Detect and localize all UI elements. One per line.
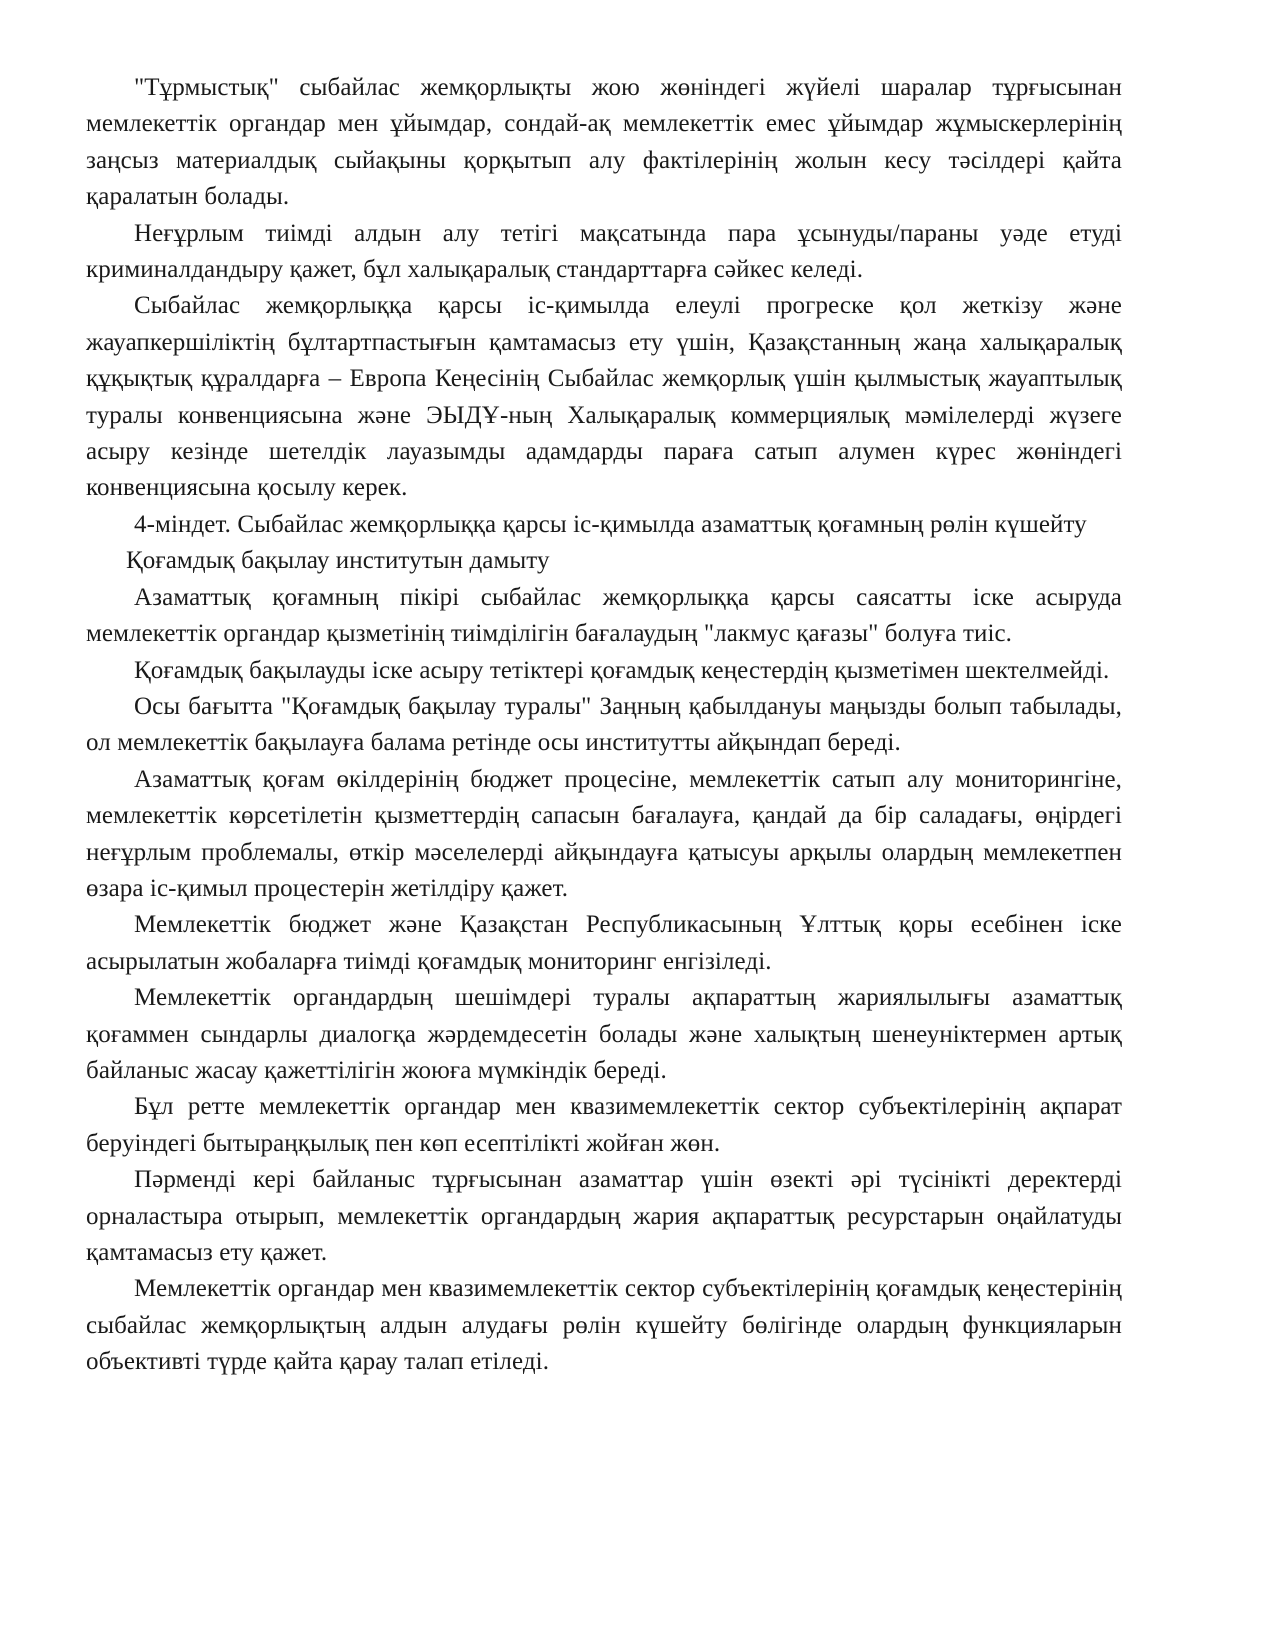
paragraph-transparency: Мемлекеттік органдардың шешімдері туралы ақпараттың жариялылығы азаматтық қоғаммен сындарлы диалогқа жәрдемдесетін болады және халықтың шенеуніктермен артық байланыс жасау қажеттілігін жоюға мүмкіндік береді.: [86, 984, 1122, 1084]
paragraph-civil-participation: Азаматтық қоғам өкілдерінің бюджет процесіне, мемлекеттік сатып алу мониторингіне, мемлекеттік көрсетілетін қызметтердің сапасын бағалауға, қандай да бір саладағы, өңірдегі неғұрлым проблемалы, өткір мәселелерді айқындауға қатысуы арқылы олардың мемлекетпен өзара іс-қимыл процестерін жетілдіру қажет.: [86, 765, 1122, 902]
paragraph-feedback-resources: Пәрменді кері байланыс тұрғысынан азаматтар үшін өзекті әрі түсінікті деректерді орналастыра отырып, мемлекеттік органдардың жария ақпараттық ресурстарын оңайлатуды қамтамасыз ету қажет.: [86, 1166, 1122, 1266]
paragraph-reporting-fragmentation: Бұл ретте мемлекеттік органдар мен квазимемлекеттік сектор субъектілерінің ақпарат беруіндегі бытыраңқылық пен көп есептілікті жойған жөн.: [86, 1093, 1122, 1157]
paragraph-budget-monitoring: Мемлекеттік бюджет және Қазақстан Республикасының Ұлттық қоры есебінен іске асырылатын жобаларға тиімді қоғамдық мониторинг енгізіледі.: [86, 911, 1122, 975]
document-page: [86, 70, 1122, 1381]
paragraph-international-conventions: Сыбайлас жемқорлыққа қарсы іс-қимылда елеулі прогреске қол жеткізу және жауапкершіліктің бұлтартпастығын қамтамасыз ету үшін, Қазақстанның жаңа халықаралық құқықтық құралдарға – Европа Кеңесінің Сыбайлас жемқорлық үшін қылмыстық жауаптылық туралы конвенциясына және ЭЫДҰ-ның Халықаралық коммерциялық мәмілелерді жүзеге асыру кезінде шетелдік лауазымды адамдарды параға сатып алумен күрес жөніндегі конвенциясына қосылу керек.: [86, 292, 1122, 502]
paragraph-public-control-law: Осы бағытта "Қоғамдық бақылау туралы" Заңның қабылдануы маңызды болып табылады, ол мемлекеттік бақылауға балама ретінде осы институтты айқындап береді.: [86, 692, 1122, 757]
paragraph-public-control-mechanisms: Қоғамдық бақылауды іске асыру тетіктері қоғамдық кеңестердің қызметімен шектелмейді.: [134, 656, 1110, 684]
section-heading-public-control: Қоғамдық бақылау институтын дамыту: [126, 547, 550, 575]
paragraph-everyday-corruption: "Тұрмыстық" сыбайлас жемқорлықты жою жөніндегі жүйелі шаралар тұрғысынан мемлекеттік органдар мен ұйымдар, сондай-ақ мемлекеттік емес ұйымдар жұмыскерлерінің заңсыз материалдық сыйақыны қорқытып алу фактілерінің жолын кесу тәсілдері қайта қаралатын болады.: [86, 74, 1122, 211]
paragraph-bribery-criminalization: Неғұрлым тиімді алдын алу тетігі мақсатында пара ұсынуды/параны уәде етуді криминалдандыру қажет, бұл халықаралық стандарттарға сәйкес келеді.: [86, 219, 1122, 284]
paragraph-task-4-heading: 4-міндет. Сыбайлас жемқорлыққа қарсы іс-қимылда азаматтық қоғамның рөлін күшейту: [134, 510, 1087, 538]
paragraph-civil-society-opinion: Азаматтық қоғамның пікірі сыбайлас жемқорлыққа қарсы саясатты іске асыруда мемлекеттік органдар қызметінің тиімділігін бағалаудың "лакмус қағазы" болуға тиіс.: [86, 583, 1122, 648]
paragraph-public-councils: Мемлекеттік органдар мен квазимемлекеттік сектор субъектілерінің қоғамдық кеңестерінің сыбайлас жемқорлықтың алдын алудағы рөлін күшейту бөлігінде олардың функцияларын объективті түрде қайта қарау талап етіледі.: [86, 1275, 1122, 1376]
